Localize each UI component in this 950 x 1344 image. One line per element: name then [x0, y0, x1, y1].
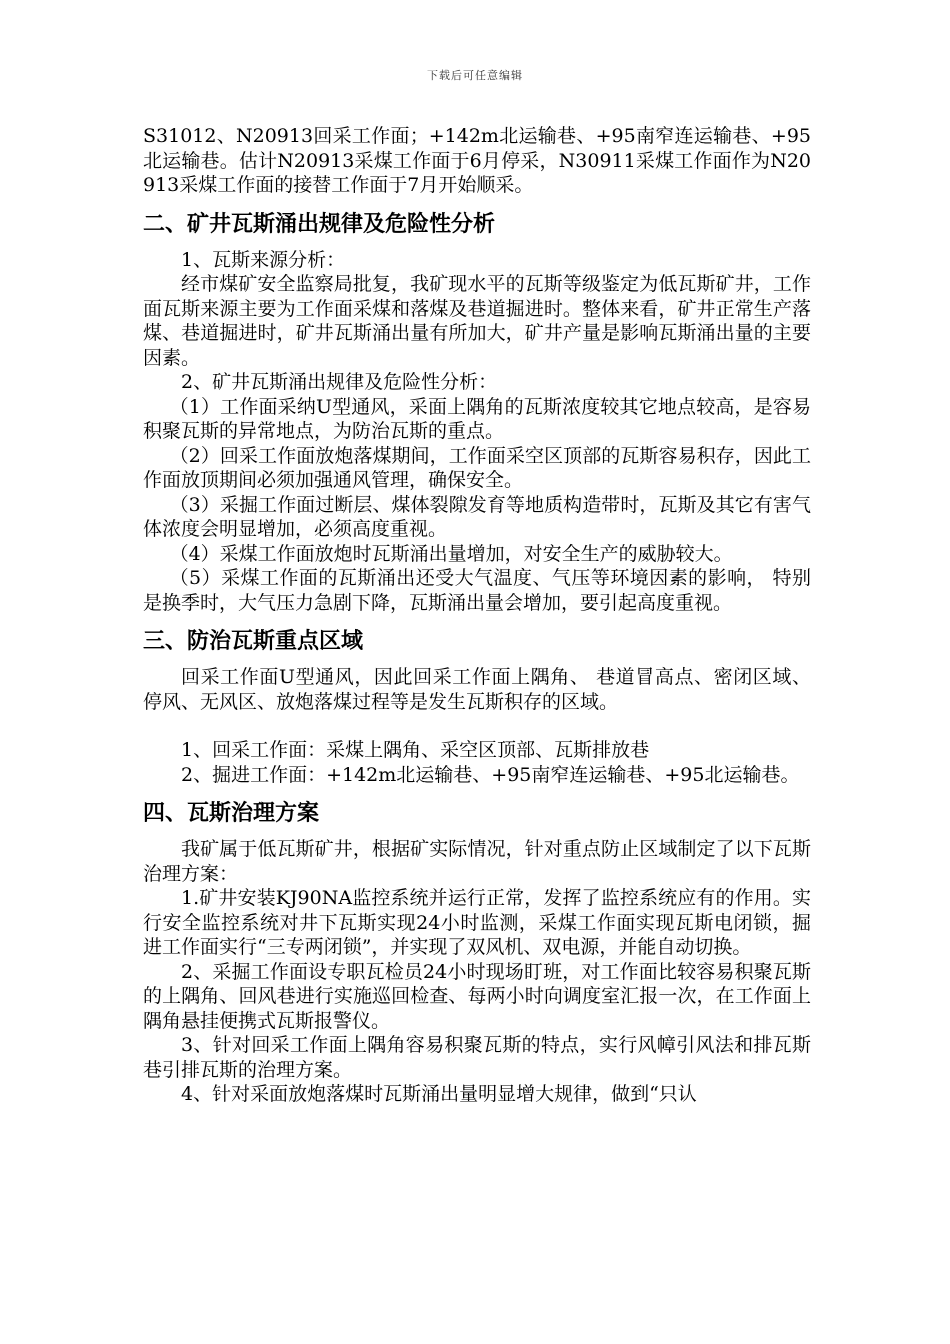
section-4-heading: 四、瓦斯治理方案 — [143, 801, 320, 826]
section-2-item: （5）采煤工作面的瓦斯涌出还受大气温度、气压等环境因素的影响， 特别是换季时，大气压力急剧下降，瓦斯涌出量会增加，要引起高度重视。 — [143, 567, 811, 614]
section-4-item: 2、采掘工作面设专职瓦检员24小时现场盯班，对工作面比较容易积聚瓦斯的上隅角、回风巷进行实施巡回检查、每两小时向调度室汇报一次，在工作面上隅角悬挂便携式瓦斯报警仪。 — [143, 960, 811, 1032]
page-header-note: 下载后可任意编辑 — [427, 69, 523, 82]
document-body — [143, 124, 811, 1107]
section-4-item: 3、针对回采工作面上隅角容易积聚瓦斯的特点，实行风幛引风法和排瓦斯巷引排瓦斯的治理方案。 — [143, 1034, 811, 1081]
section-2-item: （1）工作面采纳U型通风，采面上隅角的瓦斯浓度较其它地点较高，是容易积聚瓦斯的异常地点，为防治瓦斯的重点。 — [143, 395, 811, 442]
section-2-sub1-body: 经市煤矿安全监察局批复，我矿现水平的瓦斯等级鉴定为低瓦斯矿井，工作面瓦斯来源主要为工作面采煤和落煤及巷道掘进时。整体来看，矿井正常生产落煤、巷道掘进时，矿井瓦斯涌出量有所加大，矿井产量是影响瓦斯涌出量的主要因素。 — [143, 273, 811, 369]
section-2-sub2-title: 2、矿井瓦斯涌出规律及危险性分析： — [181, 371, 498, 393]
section-2-heading: 二、矿井瓦斯涌出规律及危险性分析 — [143, 211, 496, 237]
section-3-heading: 三、防治瓦斯重点区域 — [143, 629, 364, 654]
section-2-sub1-title: 1、瓦斯来源分析： — [181, 248, 346, 271]
section-2-item: （4）采煤工作面放炮时瓦斯涌出量增加，对安全生产的威胁较大。 — [169, 542, 733, 565]
section-3-item: 1、回采工作面：采煤上隅角、采空区顶部、瓦斯排放巷 — [181, 739, 650, 761]
section-3-body: 回采工作面U型通风，因此回采工作面上隅角、 巷道冒高点、密闭区域、停风、无风区、放炮落煤过程等是发生瓦斯积存的区域。 — [143, 666, 811, 713]
section-3-item: 2、掘进工作面：+142m北运输巷、+95南窄连运输巷、+95北运输巷。 — [181, 763, 800, 786]
section-2-item: （3）采掘工作面过断层、煤体裂隙发育等地质构造带时，瓦斯及其它有害气体浓度会明显增加，必须高度重视。 — [143, 493, 811, 540]
section-4-body: 我矿属于低瓦斯矿井，根据矿实际情况，针对重点防止区域制定了以下瓦斯治理方案： — [143, 838, 811, 885]
intro-paragraph: S31012、N20913回采工作面；+142m北运输巷、+95南窄连运输巷、+95北运输巷。估计N20913采煤工作面于6月停采，N30911采煤工作面作为N20913采煤工作面的接替工作面于7月开始顺采。 — [143, 125, 811, 196]
section-2-item: （2）回采工作面放炮落煤期间，工作面采空区顶部的瓦斯容易积存，因此工作面放顶期间必须加强通风管理，确保安全。 — [143, 444, 811, 491]
paragraph-gap — [143, 714, 811, 738]
section-4-item: 1.矿井安装KJ90NA监控系统并运行正常，发挥了监控系统应有的作用。实行安全监控系统对井下瓦斯实现24小时监测，采煤工作面实现瓦斯电闭锁，掘进工作面实行“三专两闭锁”，并实现了双风机、双电源，并能自动切换。 — [143, 887, 811, 958]
section-4-item: 4、针对采面放炮落煤时瓦斯涌出量明显增大规律，做到“只认 — [181, 1083, 697, 1105]
